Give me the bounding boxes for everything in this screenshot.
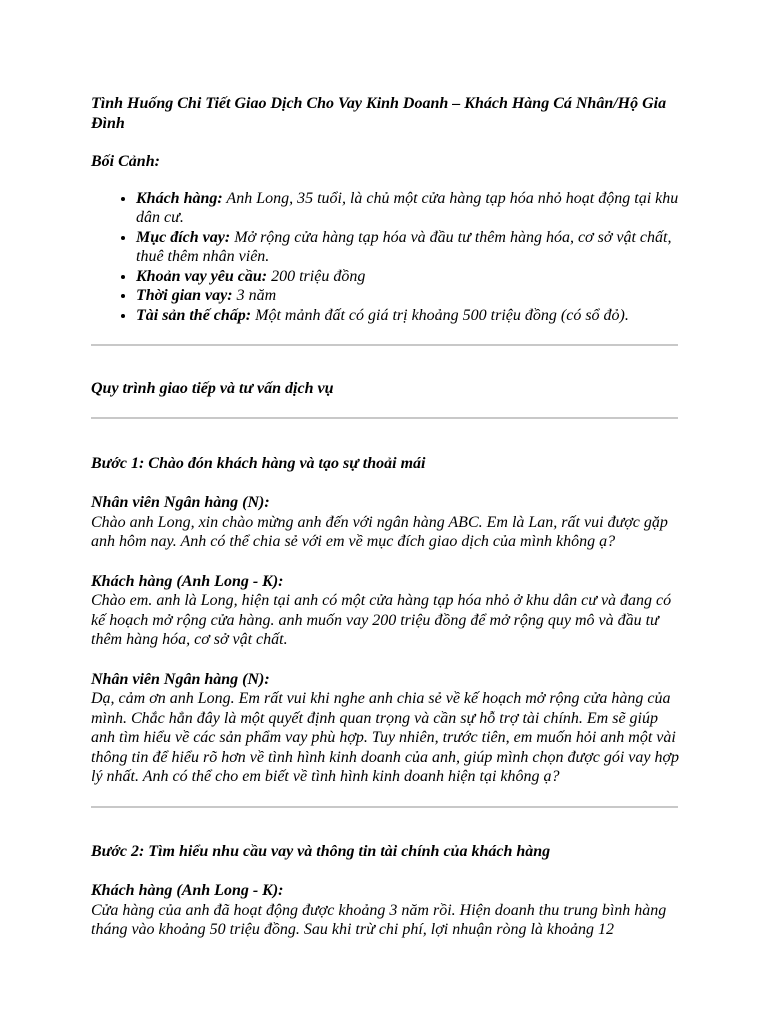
process-heading: Quy trình giao tiếp và tư vấn dịch vụ <box>91 380 334 397</box>
dialog-speaker: Nhân viên Ngân hàng (N): <box>91 494 270 511</box>
divider <box>91 344 678 346</box>
dialog-speaker: Khách hàng (Anh Long - K): <box>91 572 284 590</box>
context-item-text: Một mảnh đất có giá trị khoảng 500 triệu đồng (có sổ đỏ). <box>251 306 629 324</box>
context-item-text: Mở rộng cửa hàng tạp hóa và đầu tư thêm hàng hóa, cơ sở vật chất, thuê thêm nhân viên. <box>136 228 672 265</box>
dialog-text: Chào em. anh là Long, hiện tại anh có một cửa hàng tạp hóa nhỏ ở khu dân cư và đang có kế hoạch mở rộng cửa hàng. anh muốn vay 200 triệu đồng để mở rộng quy mô và đầu tư thêm hàng hóa, cơ sở vật chất. <box>91 592 672 648</box>
context-item-label: Khách hàng: <box>136 189 223 207</box>
document-title: Tình Huống Chi Tiết Giao Dịch Cho Vay Kinh Doanh – Khách Hàng Cá Nhân/Hộ Gia Đình <box>91 95 667 132</box>
context-item-text: 3 năm <box>232 287 277 304</box>
dialog-text: Dạ, cảm ơn anh Long. Em rất vui khi nghe anh chia sẻ về kế hoạch mở rộng cửa hàng của mình. Chắc hẳn đây là một quyết định quan trọng và cần sự hỗ trợ tài chính. Em sẽ giúp anh tìm hiểu về các sản phẩm vay phù hợp. Tuy nhiên, trước tiên, em muốn hỏi anh một vài thông tin để hiểu rõ hơn về tình hình kinh doanh của anh, giúp mình chọn được gói vay hợp lý nhất. Anh có thể cho em biết về tình hình kinh doanh hiện tại không ạ? <box>91 690 680 785</box>
dialog-speaker: Nhân viên Ngân hàng (N): <box>91 670 270 688</box>
context-item-label: Mục đích vay: <box>136 228 231 246</box>
context-item <box>136 228 681 267</box>
dialog-block <box>91 572 681 650</box>
dialog-block <box>91 881 681 940</box>
context-item-label: Khoản vay yêu cầu: <box>136 267 268 285</box>
context-item-label: Tài sản thế chấp: <box>136 306 252 324</box>
context-item-label: Thời gian vay: <box>136 287 233 304</box>
context-heading: Bối Cảnh: <box>91 153 160 170</box>
step2-heading: Bước 2: Tìm hiểu nhu cầu vay và thông tin tài chính của khách hàng <box>91 842 551 860</box>
dialog-speaker: Khách hàng (Anh Long - K): <box>91 882 284 899</box>
context-item <box>136 189 681 228</box>
dialog-block <box>91 493 681 552</box>
document-body <box>91 94 681 940</box>
divider <box>91 417 678 419</box>
context-item-text: 200 triệu đồng <box>267 267 366 285</box>
context-item <box>136 286 681 306</box>
context-list <box>91 189 681 326</box>
dialog-text: Chào anh Long, xin chào mừng anh đến với ngân hàng ABC. Em là Lan, rất vui được gặp anh hôm nay. Anh có thể chia sẻ với em về mục đích giao dịch của mình không ạ? <box>91 513 668 550</box>
step1-heading: Bước 1: Chào đón khách hàng và tạo sự thoải mái <box>91 454 426 472</box>
dialog-block <box>91 670 681 787</box>
dialog-text: Cửa hàng của anh đã hoạt động được khoảng 3 năm rồi. Hiện doanh thu trung bình hàng tháng vào khoảng 50 triệu đồng. Sau khi trừ chi phí, lợi nhuận ròng là khoảng 12 <box>91 901 667 938</box>
context-item-text: Anh Long, 35 tuổi, là chủ một cửa hàng tạp hóa nhỏ hoạt động tại khu dân cư. <box>136 189 679 226</box>
context-item <box>136 267 681 287</box>
context-item <box>136 306 681 326</box>
divider <box>91 806 678 808</box>
